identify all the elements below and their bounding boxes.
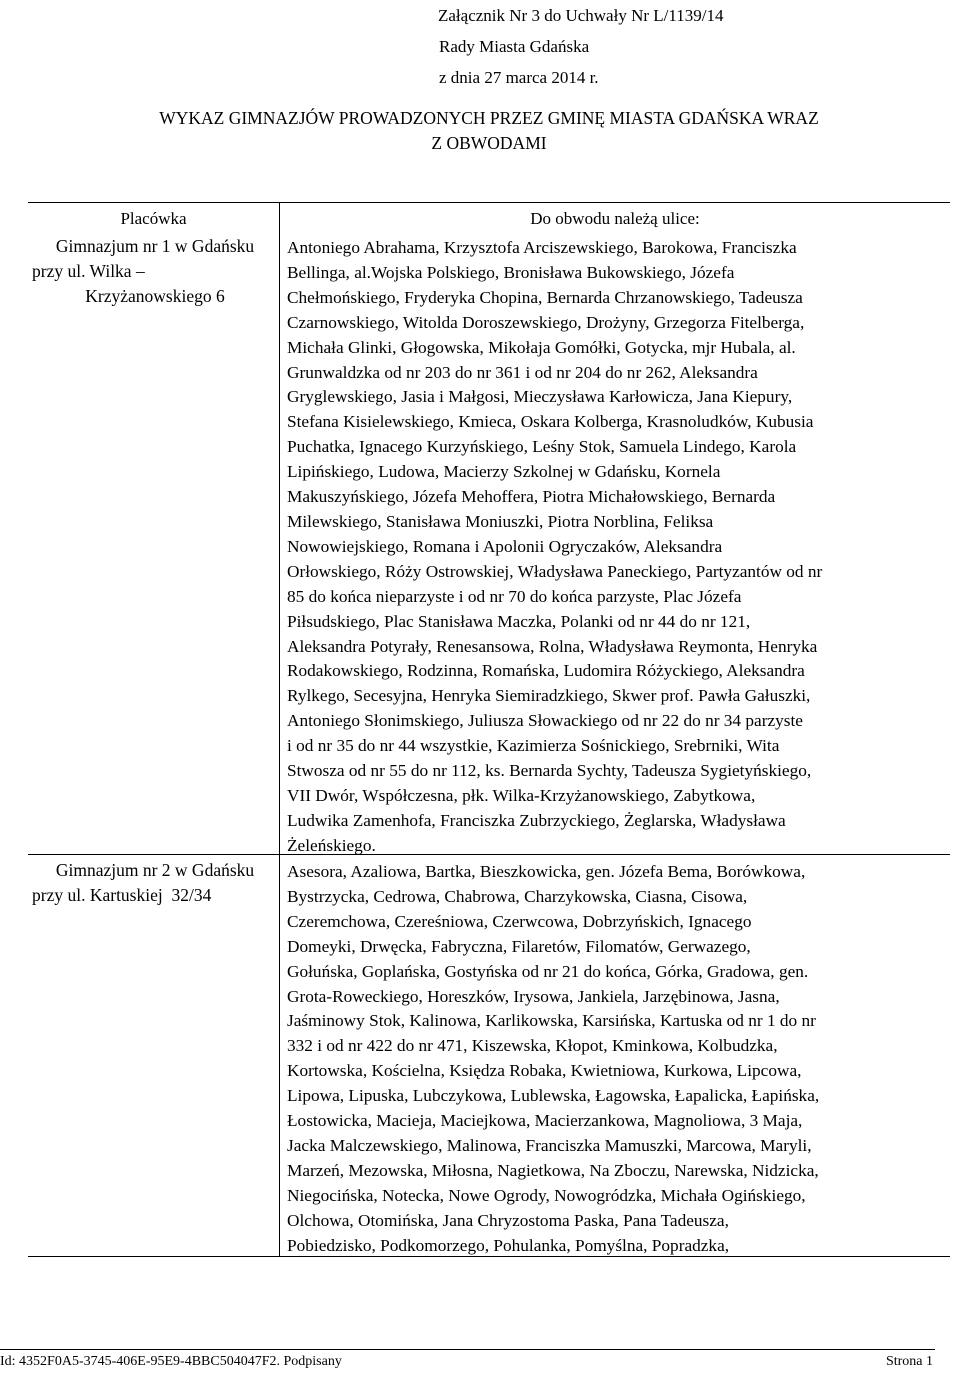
street-line: Chełmońskiego, Fryderyka Chopina, Bernarda Chrzanowskiego, Tadeusza bbox=[287, 287, 803, 307]
street-line: Stefana Kisielewskiego, Kmieca, Oskara Kolberga, Krasnoludków, Kubusia bbox=[287, 412, 814, 432]
street-line: Antoniego Słonimskiego, Juliusza Słowackiego od nr 22 do nr 34 parzyste bbox=[287, 711, 803, 731]
street-line: Łostowicka, Macieja, Maciejkowa, Macierzankowa, Magnoliowa, 3 Maja, bbox=[287, 1111, 803, 1131]
attachment-line: Załącznik Nr 3 do Uchwały Nr L/1139/14 bbox=[438, 6, 724, 25]
street-line: Rodakowskiego, Rodzinna, Romańska, Ludomira Różyckiego, Aleksandra bbox=[287, 661, 805, 681]
street-line: Domeyki, Drwęcka, Fabryczna, Filaretów, Filomatów, Gerwazego, bbox=[287, 936, 751, 956]
column-header-streets: Do obwodu należą ulice: bbox=[530, 209, 700, 228]
street-line: 85 do końca nieparzyste i od nr 70 do końca parzyste, Plac Józefa bbox=[287, 586, 742, 606]
street-line: Aleksandra Potyrały, Renesansowa, Rolna, Władysława Reymonta, Henryka bbox=[287, 636, 818, 656]
column-header-school: Placówka bbox=[120, 209, 187, 228]
street-line: Grunwaldzka od nr 203 do nr 361 i od nr 204 do nr 262, Aleksandra bbox=[287, 362, 758, 382]
street-line: Żeleńskiego. bbox=[287, 835, 376, 855]
street-line: Grota-Roweckiego, Horeszków, Irysowa, Jankiela, Jarzębinowa, Jasna, bbox=[287, 986, 780, 1006]
street-line: Asesora, Azaliowa, Bartka, Bieszkowicka, gen. Józefa Bema, Borówkowa, bbox=[287, 862, 806, 881]
school-cell bbox=[32, 234, 278, 309]
street-line: Gryglewskiego, Jasia i Małgosi, Mieczysława Karłowicza, Jana Kiepury, bbox=[287, 387, 793, 407]
street-line: Niegocińska, Notecka, Nowe Ogrody, Nowogródzka, Michała Ogińskiego, bbox=[287, 1185, 806, 1205]
streets-cell bbox=[287, 860, 952, 1259]
school-line: Gimnazjum nr 1 w Gdańsku bbox=[55, 236, 255, 256]
street-line: Jacka Malczewskiego, Malinowa, Franciszka Mamuszki, Marcowa, Maryli, bbox=[287, 1135, 812, 1155]
school-line: przy ul. Wilka – bbox=[32, 260, 145, 281]
schools-table bbox=[28, 202, 950, 1257]
street-line: Kortowska, Kościelna, Księdza Robaka, Kwietniowa, Kurkowa, Lipcowa, bbox=[287, 1061, 802, 1081]
street-line: Rylkego, Secesyjna, Henryka Siemiradzkiego, Skwer prof. Pawła Gałuszki, bbox=[287, 686, 811, 706]
council-line: Rady Miasta Gdańska bbox=[439, 37, 590, 56]
street-line: VII Dwór, Współczesna, płk. Wilka-Krzyżanowskiego, Zabytkowa, bbox=[287, 785, 756, 805]
street-line: Pobiedzisko, Podkomorzego, Pohulanka, Pomyślna, Popradzka, bbox=[287, 1235, 730, 1255]
street-line: Puchatka, Ignacego Kurzyńskiego, Leśny Stok, Samuela Lindego, Karola bbox=[287, 437, 797, 457]
street-line: Milewskiego, Stanisława Moniuszki, Piotra Norblina, Feliksa bbox=[287, 511, 714, 531]
column-divider bbox=[279, 203, 280, 1256]
street-line: Ludwika Zamenhofa, Franciszka Zubrzyckiego, Żeglarska, Władysława bbox=[287, 810, 786, 830]
title-line-2: Z OBWODAMI bbox=[431, 133, 547, 153]
street-line: Czarnowskiego, Witolda Doroszewskiego, Drożyny, Grzegorza Fitelberga, bbox=[287, 312, 805, 332]
street-line: Stwosza od nr 55 do nr 112, ks. Bernarda Sychty, Tadeusza Sygietyńskiego, bbox=[287, 761, 812, 781]
street-line: Bellinga, al.Wojska Polskiego, Bronisława Bukowskiego, Józefa bbox=[287, 262, 735, 282]
school-cell bbox=[32, 858, 278, 908]
attachment-header bbox=[438, 0, 938, 93]
street-line: i od nr 35 do nr 44 wszystkie, Kazimierza Sośnickiego, Srebrniki, Wita bbox=[287, 736, 780, 756]
street-line: Lipowa, Lipuska, Lubczykowa, Lublewska, Łagowska, Łapalicka, Łapińska, bbox=[287, 1086, 820, 1106]
page-number: Strona 1 bbox=[885, 1354, 933, 1369]
street-line: Marzeń, Mezowska, Miłosna, Nagietkowa, Na Zboczu, Narewska, Nidzicka, bbox=[287, 1160, 819, 1180]
street-line: Gołuńska, Goplańska, Gostyńska od nr 21 do końca, Górka, Gradowa, gen. bbox=[287, 961, 809, 981]
document-title bbox=[0, 106, 960, 156]
street-line: Nowowiejskiego, Romana i Apolonii Ogryczaków, Aleksandra bbox=[287, 536, 723, 556]
street-line: Olchowa, Otomińska, Jana Chryzostoma Paska, Pana Tadeusza, bbox=[287, 1210, 729, 1230]
street-line: Makuszyńskiego, Józefa Mehoffera, Piotra Michałowskiego, Bernarda bbox=[287, 487, 776, 507]
street-line: Michała Glinki, Głogowska, Mikołaja Gomółki, Gotycka, mjr Hubala, al. bbox=[287, 337, 796, 357]
school-line: Krzyżanowskiego 6 bbox=[85, 285, 225, 306]
street-line: Lipińskiego, Ludowa, Macierzy Szkolnej w Gdańsku, Kornela bbox=[287, 462, 721, 482]
street-line: Piłsudskiego, Plac Stanisława Maczka, Polanki od nr 44 do nr 121, bbox=[287, 611, 751, 631]
school-line: Gimnazjum nr 2 w Gdańsku bbox=[55, 860, 255, 880]
street-line: Jaśminowy Stok, Kalinowa, Karlikowska, Karsińska, Kartuska od nr 1 do nr bbox=[287, 1011, 816, 1031]
street-line: 332 i od nr 422 do nr 471, Kiszewska, Kłopot, Kminkowa, Kolbudzka, bbox=[287, 1036, 778, 1056]
street-line: Bystrzycka, Cedrowa, Chabrowa, Charzykowska, Ciasna, Cisowa, bbox=[287, 886, 748, 906]
street-line: Czeremchowa, Czereśniowa, Czerwcowa, Dobrzyńskich, Ignacego bbox=[287, 911, 752, 931]
school-line: przy ul. Kartuskiej 32/34 bbox=[32, 884, 212, 905]
date-line: z dnia 27 marca 2014 r. bbox=[439, 68, 599, 87]
document-id: Id: 4352F0A5-3745-406E-95E9-4BBC504047F2. Podpisany bbox=[0, 1354, 342, 1369]
title-line-1: WYKAZ GIMNAZJÓW PROWADZONYCH PRZEZ GMINĘ MIASTA GDAŃSKA WRAZ bbox=[159, 108, 819, 128]
footer-rule bbox=[0, 1349, 935, 1350]
street-line: Orłowskiego, Róży Ostrowskiej, Władysława Paneckiego, Partyzantów od nr bbox=[287, 561, 823, 581]
streets-cell bbox=[287, 236, 952, 859]
street-line: Antoniego Abrahama, Krzysztofa Arciszewskiego, Barokowa, Franciszka bbox=[287, 238, 797, 257]
